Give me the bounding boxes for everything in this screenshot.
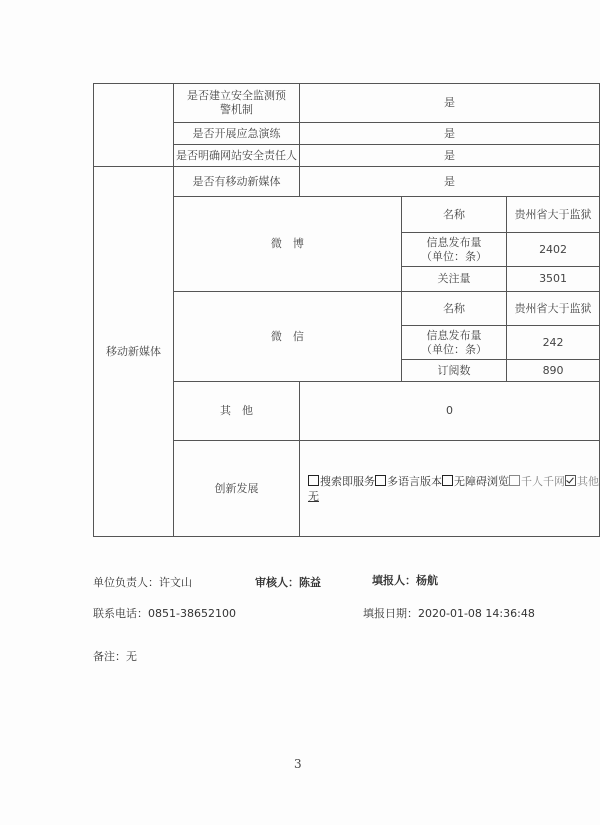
wechat-follow-value: 890 xyxy=(507,360,600,382)
checked-checkbox-icon[interactable] xyxy=(565,475,576,486)
drill-label: 是否开展应急演练 xyxy=(173,123,299,145)
innovation-label: 创新发展 xyxy=(173,441,299,537)
responsible-value: 是 xyxy=(299,145,599,167)
drill-value: 是 xyxy=(299,123,599,145)
weibo-name-value: 贵州省大于监狱 xyxy=(507,197,600,233)
checkbox-icon[interactable] xyxy=(509,475,520,486)
checkbox-icon[interactable] xyxy=(442,475,453,486)
monitoring-label: 是否建立安全监测预警机制 xyxy=(173,84,299,123)
page-number: 3 xyxy=(294,757,302,771)
checkbox-icon[interactable] xyxy=(308,475,319,486)
has-mobile-label: 是否有移动新媒体 xyxy=(173,167,299,197)
wechat-posts-value: 242 xyxy=(507,326,600,360)
wechat-follow-label: 订阅数 xyxy=(401,360,506,382)
remark: 备注：无 xyxy=(93,650,137,663)
option-other[interactable]: 其他 xyxy=(565,475,599,488)
weibo-posts-label: 信息发布量（单位：条） xyxy=(401,233,506,267)
other-value: 0 xyxy=(299,382,599,441)
weibo-posts-value: 2402 xyxy=(507,233,600,267)
option-multilingual[interactable]: 多语言版本 xyxy=(375,475,442,488)
fill-date: 填报日期：2020-01-08 14:36:48 xyxy=(363,607,535,620)
other-label: 其 他 xyxy=(173,382,299,441)
checkbox-icon[interactable] xyxy=(375,475,386,486)
responsible-label: 是否明确网站安全责任人 xyxy=(173,145,299,167)
monitoring-value: 是 xyxy=(299,84,599,123)
report-table xyxy=(93,83,600,537)
weibo-follow-value: 3501 xyxy=(507,267,600,292)
contact-phone: 联系电话：0851-38652100 xyxy=(93,607,236,620)
filler: 填报人：杨航 xyxy=(372,574,438,587)
weibo-follow-label: 关注量 xyxy=(401,267,506,292)
wechat-name-label: 名称 xyxy=(401,292,506,326)
reviewer: 审核人：陈益 xyxy=(255,576,321,589)
option-personalized[interactable]: 千人千网 xyxy=(509,475,565,488)
weibo-label: 微 博 xyxy=(173,197,401,292)
wechat-posts-label: 信息发布量（单位：条） xyxy=(401,326,506,360)
weibo-name-label: 名称 xyxy=(401,197,506,233)
wechat-name-value: 贵州省大于监狱 xyxy=(507,292,600,326)
has-mobile-value: 是 xyxy=(299,167,599,197)
mobile-media-section-label: 移动新媒体 xyxy=(94,167,174,537)
innovation-other-text: 无 xyxy=(307,489,319,503)
unit-leader: 单位负责人：许文山 xyxy=(93,576,192,589)
security-section-cell xyxy=(94,84,174,167)
option-search-service[interactable]: 搜索即服务 xyxy=(308,475,375,488)
innovation-options-cell xyxy=(299,441,599,537)
wechat-label: 微 信 xyxy=(173,292,401,382)
innovation-options xyxy=(308,474,599,489)
option-accessibility[interactable]: 无障碍浏览 xyxy=(442,475,509,488)
